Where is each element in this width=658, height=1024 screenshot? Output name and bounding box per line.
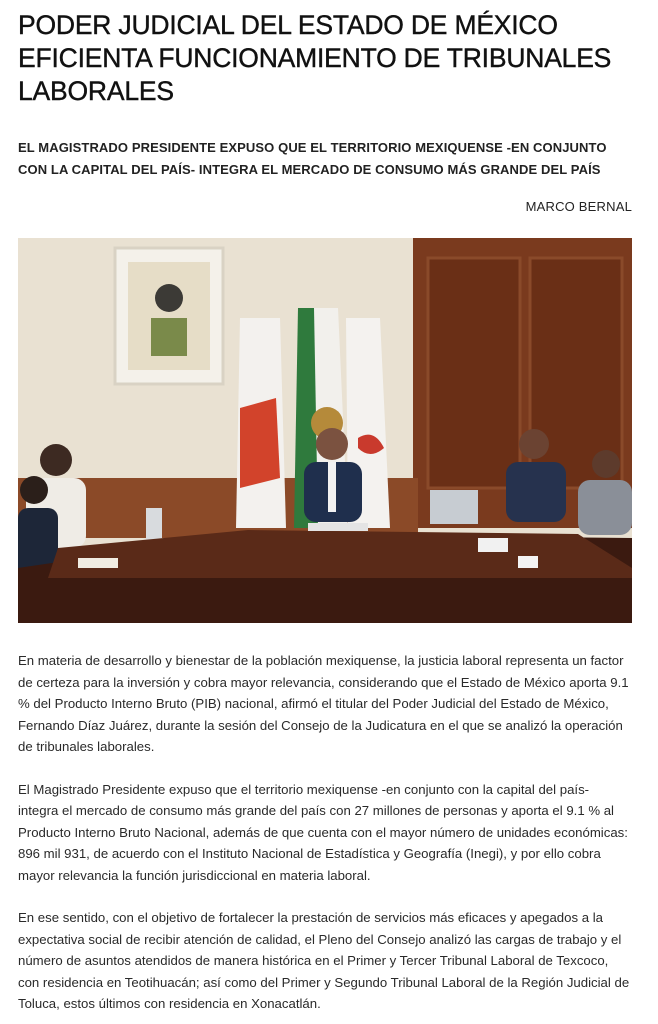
article-body — [18, 650, 632, 1015]
article-author: MARCO BERNAL — [525, 199, 632, 214]
article-paragraph-2: El Magistrado Presidente expuso que el territorio mexiquense -en conjunto con la capital del país- integra el mercado de consumo más grande del país con 27 millones de personas y aporta el 9.1 % al Producto Interno Bruto Nacional, además de que cuenta con el mayor número de unidades económicas: 896 mil 931, de acuerdo con el Instituto Nacional de Estadística y Geografía (Inegi), y por ello cobra mayor relevancia la función jurisdiccional en materia laboral. — [18, 781, 628, 883]
article-title: PODER JUDICIAL DEL ESTADO DE MÉXICO EFICIENTA FUNCIONAMIENTO DE TRIBUNALES LABORALES — [18, 10, 612, 106]
article-paragraph-3: En ese sentido, con el objetivo de fortalecer la prestación de servicios más eficaces y apegados a la expectativa social de recibir atención de calidad, el Pleno del Consejo analizó las cargas de trabajo y el número de asuntos atendidos de manera histórica en el Primer y Tercer Tribunal Laboral de Texcoco, con residencia en Teotihuacán; así como del Primer y Segundo Tribunal Laboral de la Región Judicial de Toluca, estos últimos con residencia en Xonacatlán. — [18, 910, 630, 1011]
article-paragraph-1: En materia de desarrollo y bienestar de la población mexiquense, la justicia laboral representa un factor de certeza para la inversión y cobra mayor relevancia, considerando que el Estado de México aporta 9.1 % del Producto Interno Bruto (PIB) nacional, afirmó el titular del Poder Judicial del Estado de México, Fernando Díaz Juárez, durante la sesión del Consejo de la Judicatura en el que se analizó la operación de tribunales laborales. — [18, 653, 629, 754]
meeting-photo-illustration — [18, 238, 632, 623]
meeting-photo — [18, 238, 632, 623]
article-subtitle: EL MAGISTRADO PRESIDENTE EXPUSO QUE EL TERRITORIO MEXIQUENSE -EN CONJUNTO CON LA CAPITAL DEL PAÍS- INTEGRA EL MERCADO DE CONSUMO MÁS GRANDE DEL PAÍS — [18, 140, 607, 177]
